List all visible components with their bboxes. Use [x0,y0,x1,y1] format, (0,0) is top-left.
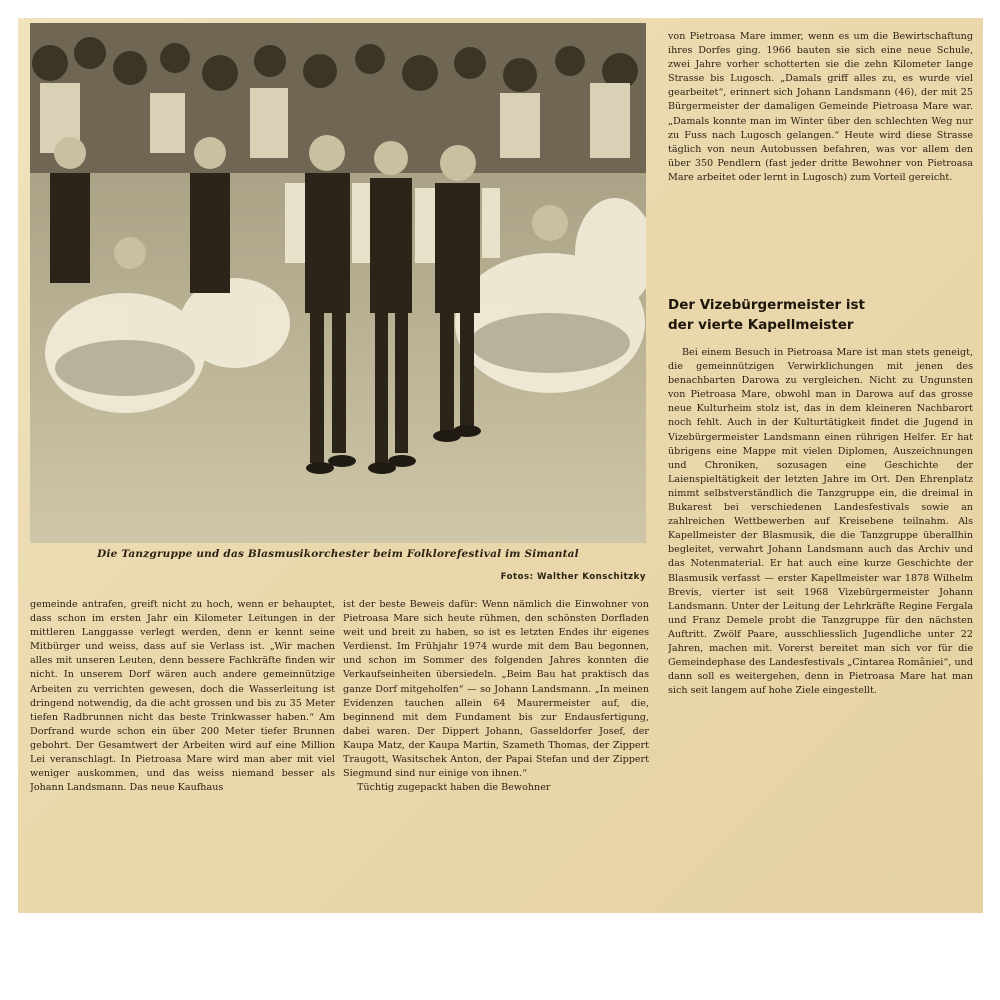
photo-illustration [30,23,646,543]
photo-caption: Die Tanzgruppe und das Blasmusikorchester beim Folklorefestival im Simantal [97,548,579,560]
column-1-text: gemeinde antrafen, greift nicht zu hoch, wenn er behauptet, dass schon im ersten Jahr ein Kilometer Leitungen in der mittleren Langgasse verlegt werden, denn er kennt seine Mitbürger und weiss, dass auf sie Verlass ist. „Wir machen alles mit unseren Leuten, denn bessere Fachkräfte finden wir nicht. In unserem Dorf wären auch andere gemeinnützige Arbeiten zu verrichten gewesen, doch die Wasserleitung ist dringend notwendig, da die acht grossen und bis zu 35 Meter tiefen Radbrunnen nicht das beste Trinkwasser haben.“ Am Dorfrand wurde schon ein über 200 Meter tiefer Brunnen gebohrt. Der Gesamtwert der Arbeiten wird auf eine Million Lei veranschlagt. In Pietroasa Mare wird man aber mit viel weniger auskommen, und das weiss niemand besser als Johann Landsmann. Das neue Kaufhaus [30,599,335,794]
column-3-top-text: von Pietroasa Mare immer, wenn es um die Bewirtschaftung ihres Dorfes ging. 1966 bauten sie sich eine neue Schule, zwei Jahre vorher schotterten sie die zehn Kilometer lange Strasse bis Lugosch. „Damals griff alles zu, es wurde viel gearbeitet“, erinnert sich Johann Landsmann (46), der mit 25 Bürgermeister der damaligen Gemeinde Pietroasa Mare war. „Damals konnte man im Winter über den schlechten Weg nur zu Fuss nach Lugosch gelangen.“ Heute wird diese Strasse täglich von neun Autobussen befahren, was vor allem den über 350 Pendlern (fast jeder dritte Bewohner von Pietroasa Mare arbeitet oder lernt in Lugosch) zum Vorteil gereicht. [668,31,973,183]
column-2-paragraph-1: ist der beste Beweis dafür: Wenn nämlich die Einwohner von Pietroasa Mare sich heute rühmen, den schönsten Dorfladen weit und breit zu haben, so ist es letzten Endes ihr eigenes Verdienst. Im Frühjahr 1974 wurde mit dem Bau begonnen, und schon im Sommer des folgenden Jahres konnten die Verkaufseinheiten übersiedeln. „Beim Bau hat praktisch das ganze Dorf mitgeholfen“ — so Johann Landsmann. „In meinen Evidenzen tauchen allein 64 Maurermeister auf, die, beginnend mit dem Fundament bis zur Endausfertigung, dabei waren. Der Dippert Johann, Gasseldorfer Josef, der Kaupa Matz, der Kaupa Martin, Szameth Thomas, der Zippert Traugott, Wasitschek Anton, der Papai Stefan und der Zippert Siegmund sind nur einige von ihnen.“ [343,599,649,780]
section-heading-line-1: Der Vizebürgermeister ist [668,297,865,313]
dance-group-photo [30,23,646,543]
article-column-2 [343,598,649,900]
section-heading-line-2: der vierte Kapellmeister [668,317,854,333]
photo-credit: Fotos: Walther Konschitzky [500,572,646,582]
article-column-3-bottom [668,346,973,906]
column-3-bottom-text: Bei einem Besuch in Pietroasa Mare ist man stets geneigt, die gemeinnützigen Verwirklichungen mit jenen des benachbarten Darowa zu vergleichen. Nicht zu Ungunsten von Pietroasa Mare, obwohl man in Darowa auf das grosse neue Kulturheim stolz ist, das in dem kleineren Nachbarort noch fehlt. Auch in der Kulturtätigkeit findet die Jugend in Vizebürgermeister Landsmann einen rührigen Helfer. Er hat übrigens eine Mappe mit vielen Diplomen, Auszeichnungen und Chroniken, sozusagen eine Geschichte der Laienspieltätigkeit der letzten Jahre im Ort. Den Ehrenplatz nimmt selbstverständlich die Tanzgruppe ein, die dreimal in Bukarest bei verschiedenen Landesfestivals sowie an zahlreichen Wettbewerben auf Kreisebene teilnahm. Als Kapellmeister der Blasmusik, die die Tanzgruppe überallhin begleitet, verwahrt Johann Landsmann auch das Archiv und das Notenmaterial. Er hat auch eine kurze Geschichte der Blasmusik verfasst — erster Kapellmeister war 1878 Wilhelm Brevis, vierter ist seit 1968 Vizebürgermeister Johann Landsmann. Unter der Leitung der Lehrkräfte Regine Fergala und Franz Demele probt die Tanzgruppe für den nächsten Auftritt. Zwölf Paare, ausschliesslich Jugendliche unter 22 Jahren, machen mit. Vorerst bereitet man sich vor für die Gemeindephase des Landesfestivals „Cintarea României“, und dann soll es weitergehen, denn in Pietroasa Mare hat man sich seit langem auf hohe Ziele eingestellt. [668,347,973,697]
article-column-1 [30,598,335,900]
column-2-paragraph-2: Tüchtig zugepackt haben die Bewohner [357,782,551,794]
article-column-3-top [668,30,973,282]
section-heading [668,295,973,341]
